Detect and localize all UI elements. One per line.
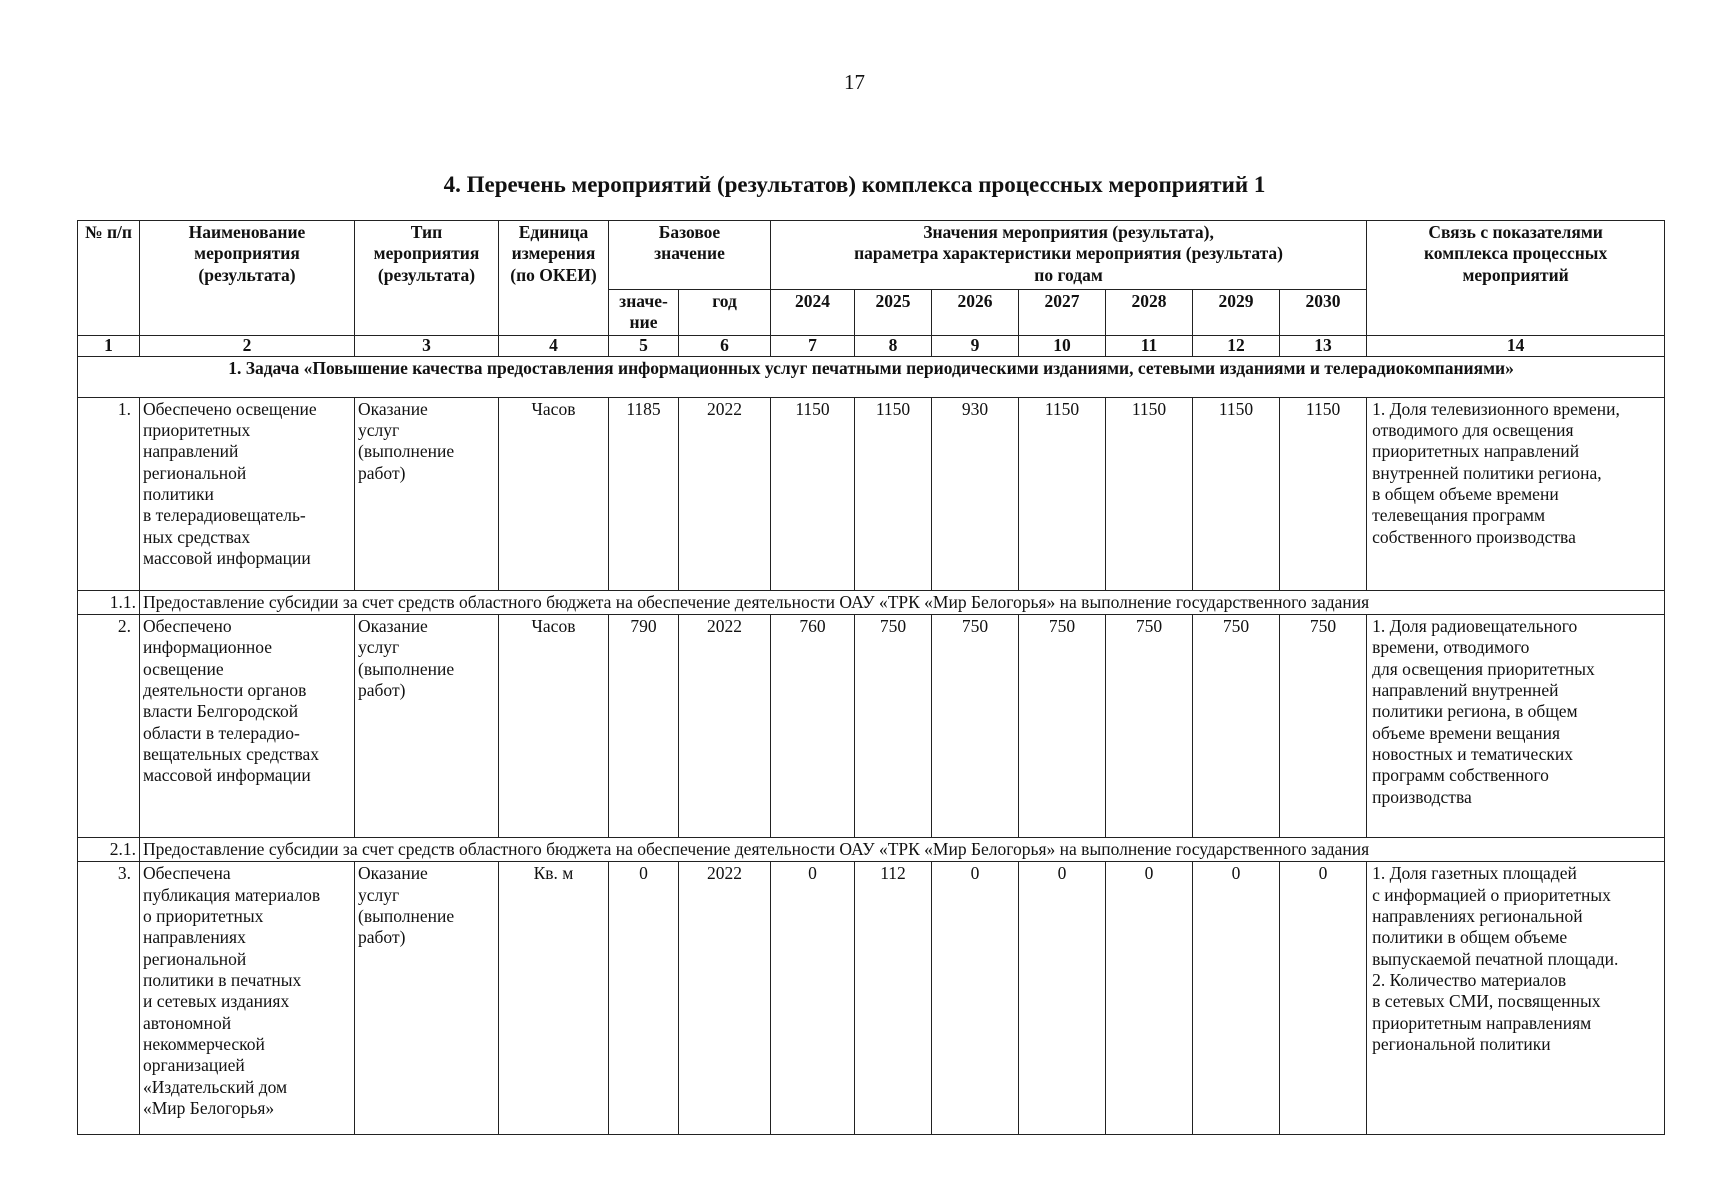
value-2028: 0 [1106, 862, 1193, 1135]
event-name: Обеспечена публикация материалов о приоритетных направлениях региональной политики в печатных и сетевых изданиях автономной некоммерческой организацией «Издательский дом «Мир Белогорья» [140, 862, 355, 1135]
value-2025: 1150 [855, 397, 932, 590]
column-number: 14 [1367, 335, 1665, 356]
value-2028: 1150 [1106, 397, 1193, 590]
header-unit: Единица измерения (по ОКЕИ) [499, 221, 609, 336]
header-type: Тип мероприятия (результата) [355, 221, 499, 336]
sub-row [78, 590, 1665, 614]
table-row [78, 862, 1665, 1135]
unit: Часов [499, 615, 609, 838]
value-2030: 750 [1280, 615, 1367, 838]
column-number: 5 [609, 335, 679, 356]
value-2030: 1150 [1280, 397, 1367, 590]
value-2027: 750 [1019, 615, 1106, 838]
value-2026: 750 [932, 615, 1019, 838]
event-name: Обеспечено освещение приоритетных направлений региональной политики в телерадиовещатель- ных средствах массовой информации [140, 397, 355, 590]
header-values: Значения мероприятия (результата), параметра характеристики мероприятия (результата) по годам [771, 221, 1367, 290]
column-number: 4 [499, 335, 609, 356]
events-table [77, 220, 1665, 1135]
base-value: 0 [609, 862, 679, 1135]
header-name: Наименование мероприятия (результата) [140, 221, 355, 336]
header-num: № п/п [78, 221, 140, 336]
value-2024: 760 [771, 615, 855, 838]
event-type: Оказание услуг (выполнение работ) [355, 615, 499, 838]
header-base-value: значе-ние [609, 290, 679, 336]
value-2026: 0 [932, 862, 1019, 1135]
row-number: 2. [78, 615, 140, 838]
column-number: 3 [355, 335, 499, 356]
header-year: 2030 [1280, 290, 1367, 336]
document-title: 4. Перечень мероприятий (результатов) комплекса процессных мероприятий 1 [443, 172, 1266, 197]
value-2025: 112 [855, 862, 932, 1135]
sub-row-number: 1.1. [78, 590, 140, 614]
base-year: 2022 [679, 615, 771, 838]
base-year: 2022 [679, 397, 771, 590]
header-year: 2026 [932, 290, 1019, 336]
page-number: 17 [844, 70, 865, 94]
value-2026: 930 [932, 397, 1019, 590]
event-type: Оказание услуг (выполнение работ) [355, 397, 499, 590]
column-number: 7 [771, 335, 855, 356]
column-number: 9 [932, 335, 1019, 356]
value-2025: 750 [855, 615, 932, 838]
header-year: 2028 [1106, 290, 1193, 336]
column-number: 6 [679, 335, 771, 356]
value-2027: 1150 [1019, 397, 1106, 590]
value-2029: 0 [1193, 862, 1280, 1135]
value-2024: 0 [771, 862, 855, 1135]
base-value: 790 [609, 615, 679, 838]
event-type: Оказание услуг (выполнение работ) [355, 862, 499, 1135]
sub-row-number: 2.1. [78, 838, 140, 862]
header-year: 2025 [855, 290, 932, 336]
header-base-year: год [679, 290, 771, 336]
sub-row-text: Предоставление субсидии за счет средств областного бюджета на обеспечение деятельности ОАУ «ТРК «Мир Белогорья» на выполнение государственного задания [140, 590, 1665, 614]
header-year: 2029 [1193, 290, 1280, 336]
indicator-link: 1. Доля газетных площадей с информацией о приоритетных направлениях региональной политики в общем объеме выпускаемой печатной площади. 2. Количество материалов в сетевых СМИ, посвященных приоритетным направлениям региональной политики [1367, 862, 1665, 1135]
event-name: Обеспечено информационное освещение деятельности органов власти Белгородской области в телерадио- вещательных средствах массовой информации [140, 615, 355, 838]
indicator-link: 1. Доля радиовещательного времени, отводимого для освещения приоритетных направлений внутренней политики региона, в общем объеме времени вещания новостных и тематических программ собственного производства [1367, 615, 1665, 838]
table-row [78, 615, 1665, 838]
value-2030: 0 [1280, 862, 1367, 1135]
column-number: 8 [855, 335, 932, 356]
value-2029: 1150 [1193, 397, 1280, 590]
column-number: 1 [78, 335, 140, 356]
value-2028: 750 [1106, 615, 1193, 838]
task-heading: 1. Задача «Повышение качества предоставления информационных услуг печатными периодическими изданиями, сетевыми изданиями и телерадиокомпаниями» [78, 356, 1665, 397]
header-link: Связь с показателями комплекса процессных мероприятий [1367, 221, 1665, 336]
header-base: Базовое значение [609, 221, 771, 290]
column-number: 2 [140, 335, 355, 356]
unit: Кв. м [499, 862, 609, 1135]
value-2029: 750 [1193, 615, 1280, 838]
row-number: 1. [78, 397, 140, 590]
base-value: 1185 [609, 397, 679, 590]
column-number: 11 [1106, 335, 1193, 356]
column-number: 12 [1193, 335, 1280, 356]
sub-row-text: Предоставление субсидии за счет средств областного бюджета на обеспечение деятельности ОАУ «ТРК «Мир Белогорья» на выполнение государственного задания [140, 838, 1665, 862]
column-number: 13 [1280, 335, 1367, 356]
row-number: 3. [78, 862, 140, 1135]
indicator-link: 1. Доля телевизионного времени, отводимого для освещения приоритетных направлений внутренней политики региона, в общем объеме времени телевещания программ собственного производства [1367, 397, 1665, 590]
sub-row [78, 838, 1665, 862]
header-year: 2024 [771, 290, 855, 336]
value-2027: 0 [1019, 862, 1106, 1135]
base-year: 2022 [679, 862, 771, 1135]
value-2024: 1150 [771, 397, 855, 590]
column-number: 10 [1019, 335, 1106, 356]
unit: Часов [499, 397, 609, 590]
table-row [78, 397, 1665, 590]
header-year: 2027 [1019, 290, 1106, 336]
